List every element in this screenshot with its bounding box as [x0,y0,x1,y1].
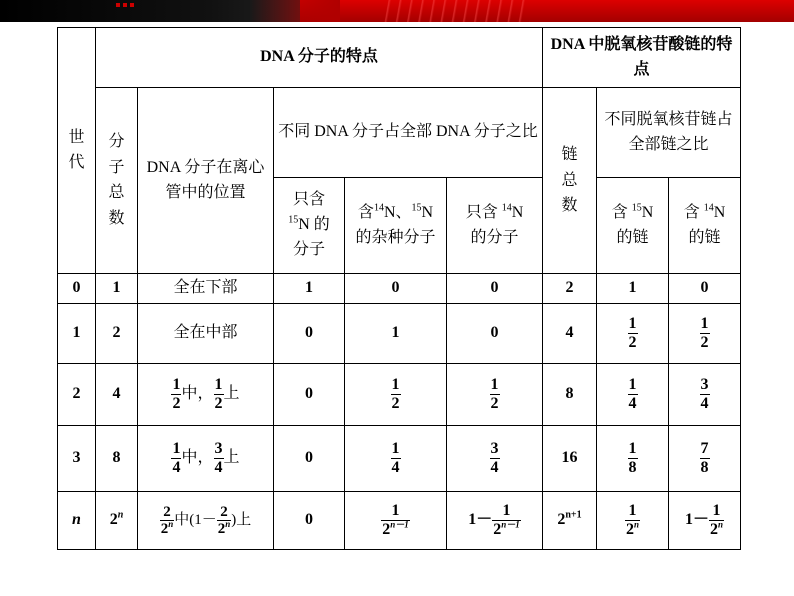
cell-position: 全在中部 [138,304,274,364]
cell-only14: $\frac{1}{2}$ [447,364,543,426]
banner-red-segment [300,0,794,22]
cell-chains: $2^{n+1}$ [543,492,597,550]
ratio-molecules-header: 不同 DNA 分子占全部 DNA 分子之比 [274,88,543,178]
cell-c15: $\frac{1}{2^n}$ [597,492,669,550]
contains-15n-chain-header: 含 $^{15}$N 的链 [597,178,669,274]
cell-hybrid: $\frac{1}{2}$ [345,364,447,426]
cell-total: 2 [96,304,138,364]
cell-only15: 0 [274,426,345,492]
cell-total: 8 [96,426,138,492]
top-banner [0,0,794,22]
contains-14n-chain-header: 含 $^{14}$N 的链 [669,178,741,274]
dna-features-header: DNA 分子的特点 [96,28,543,88]
banner-fade [250,0,340,22]
cell-only14: 0 [447,274,543,304]
cell-generation: 1 [58,304,96,364]
cell-c15 [597,304,669,364]
cell-position: $\frac{2}{2^n}$ 中(1－ $\frac{2}{2^n}$ )上 [138,492,274,550]
only-15n-header: 只含 $^{15}$N 的 分子 [274,178,345,274]
cell-only15: 0 [274,364,345,426]
cell-c14: 0 [669,274,741,304]
cell-chains: 4 [543,304,597,364]
cell-c14: $\frac{7}{8}$ [669,426,741,492]
cell-position: 全在下部 [138,274,274,304]
cell-only15: 0 [274,304,345,364]
cell-generation: 3 [58,426,96,492]
fraction: $\frac{1}{2}$ [700,315,709,351]
cell-generation: n [58,492,96,550]
cell-only14: 0 [447,304,543,364]
banner-dot [130,3,134,7]
cell-chains: 2 [543,274,597,304]
table-row [58,426,741,492]
cell-c15: $\frac{1}{4}$ [597,364,669,426]
cell-hybrid: $\frac{1}{2^{n-1}}$ [345,492,447,550]
cell-c15: 1 [597,274,669,304]
cell-total: 2$^n$ [96,492,138,550]
banner-dot [116,3,120,7]
cell-only15: 0 [274,492,345,550]
cell-position: $\frac{1}{4}$ 中， $\frac{3}{4}$ 上 [138,426,274,492]
cell-total: 4 [96,364,138,426]
cell-chains: 16 [543,426,597,492]
generation-header: 世代 [58,28,96,274]
chain-features-header: DNA 中脱氧核苷酸链的特点 [543,28,741,88]
cell-c15: $\frac{1}{8}$ [597,426,669,492]
cell-position: $\frac{1}{2}$ 中， $\frac{1}{2}$ 上 [138,364,274,426]
cell-generation: 2 [58,364,96,426]
hybrid-header: 含$^{14}$N、$^{15}$N 的杂种分子 [345,178,447,274]
dna-replication-table [57,27,741,550]
total-molecules-header: 分子总数 [96,88,138,274]
cell-hybrid: 0 [345,274,447,304]
cell-c14: $\frac{3}{4}$ [669,364,741,426]
cell-only15: 1 [274,274,345,304]
cell-hybrid: 1 [345,304,447,364]
banner-stripes [380,0,530,22]
table-row [58,274,741,304]
ratio-chains-header: 不同脱氧核苷链占全部链之比 [597,88,741,178]
cell-total: 1 [96,274,138,304]
table-row [58,364,741,426]
table-row [58,304,741,364]
fraction: $\frac{1}{2}$ [628,315,637,351]
cell-only14: 1－ $\frac{1}{2^{n-1}}$ [447,492,543,550]
banner-dot [123,3,127,7]
cell-generation: 0 [58,274,96,304]
cell-chains: 8 [543,364,597,426]
table-row [58,492,741,550]
total-chains-header: 链总数 [543,88,597,274]
only-14n-header: 只含 $^{14}$N 的分子 [447,178,543,274]
cell-only14: $\frac{3}{4}$ [447,426,543,492]
position-header: DNA 分子在离心管中的位置 [138,88,274,274]
cell-hybrid: $\frac{1}{4}$ [345,426,447,492]
cell-c14 [669,304,741,364]
cell-c14: 1－ $\frac{1}{2^n}$ [669,492,741,550]
